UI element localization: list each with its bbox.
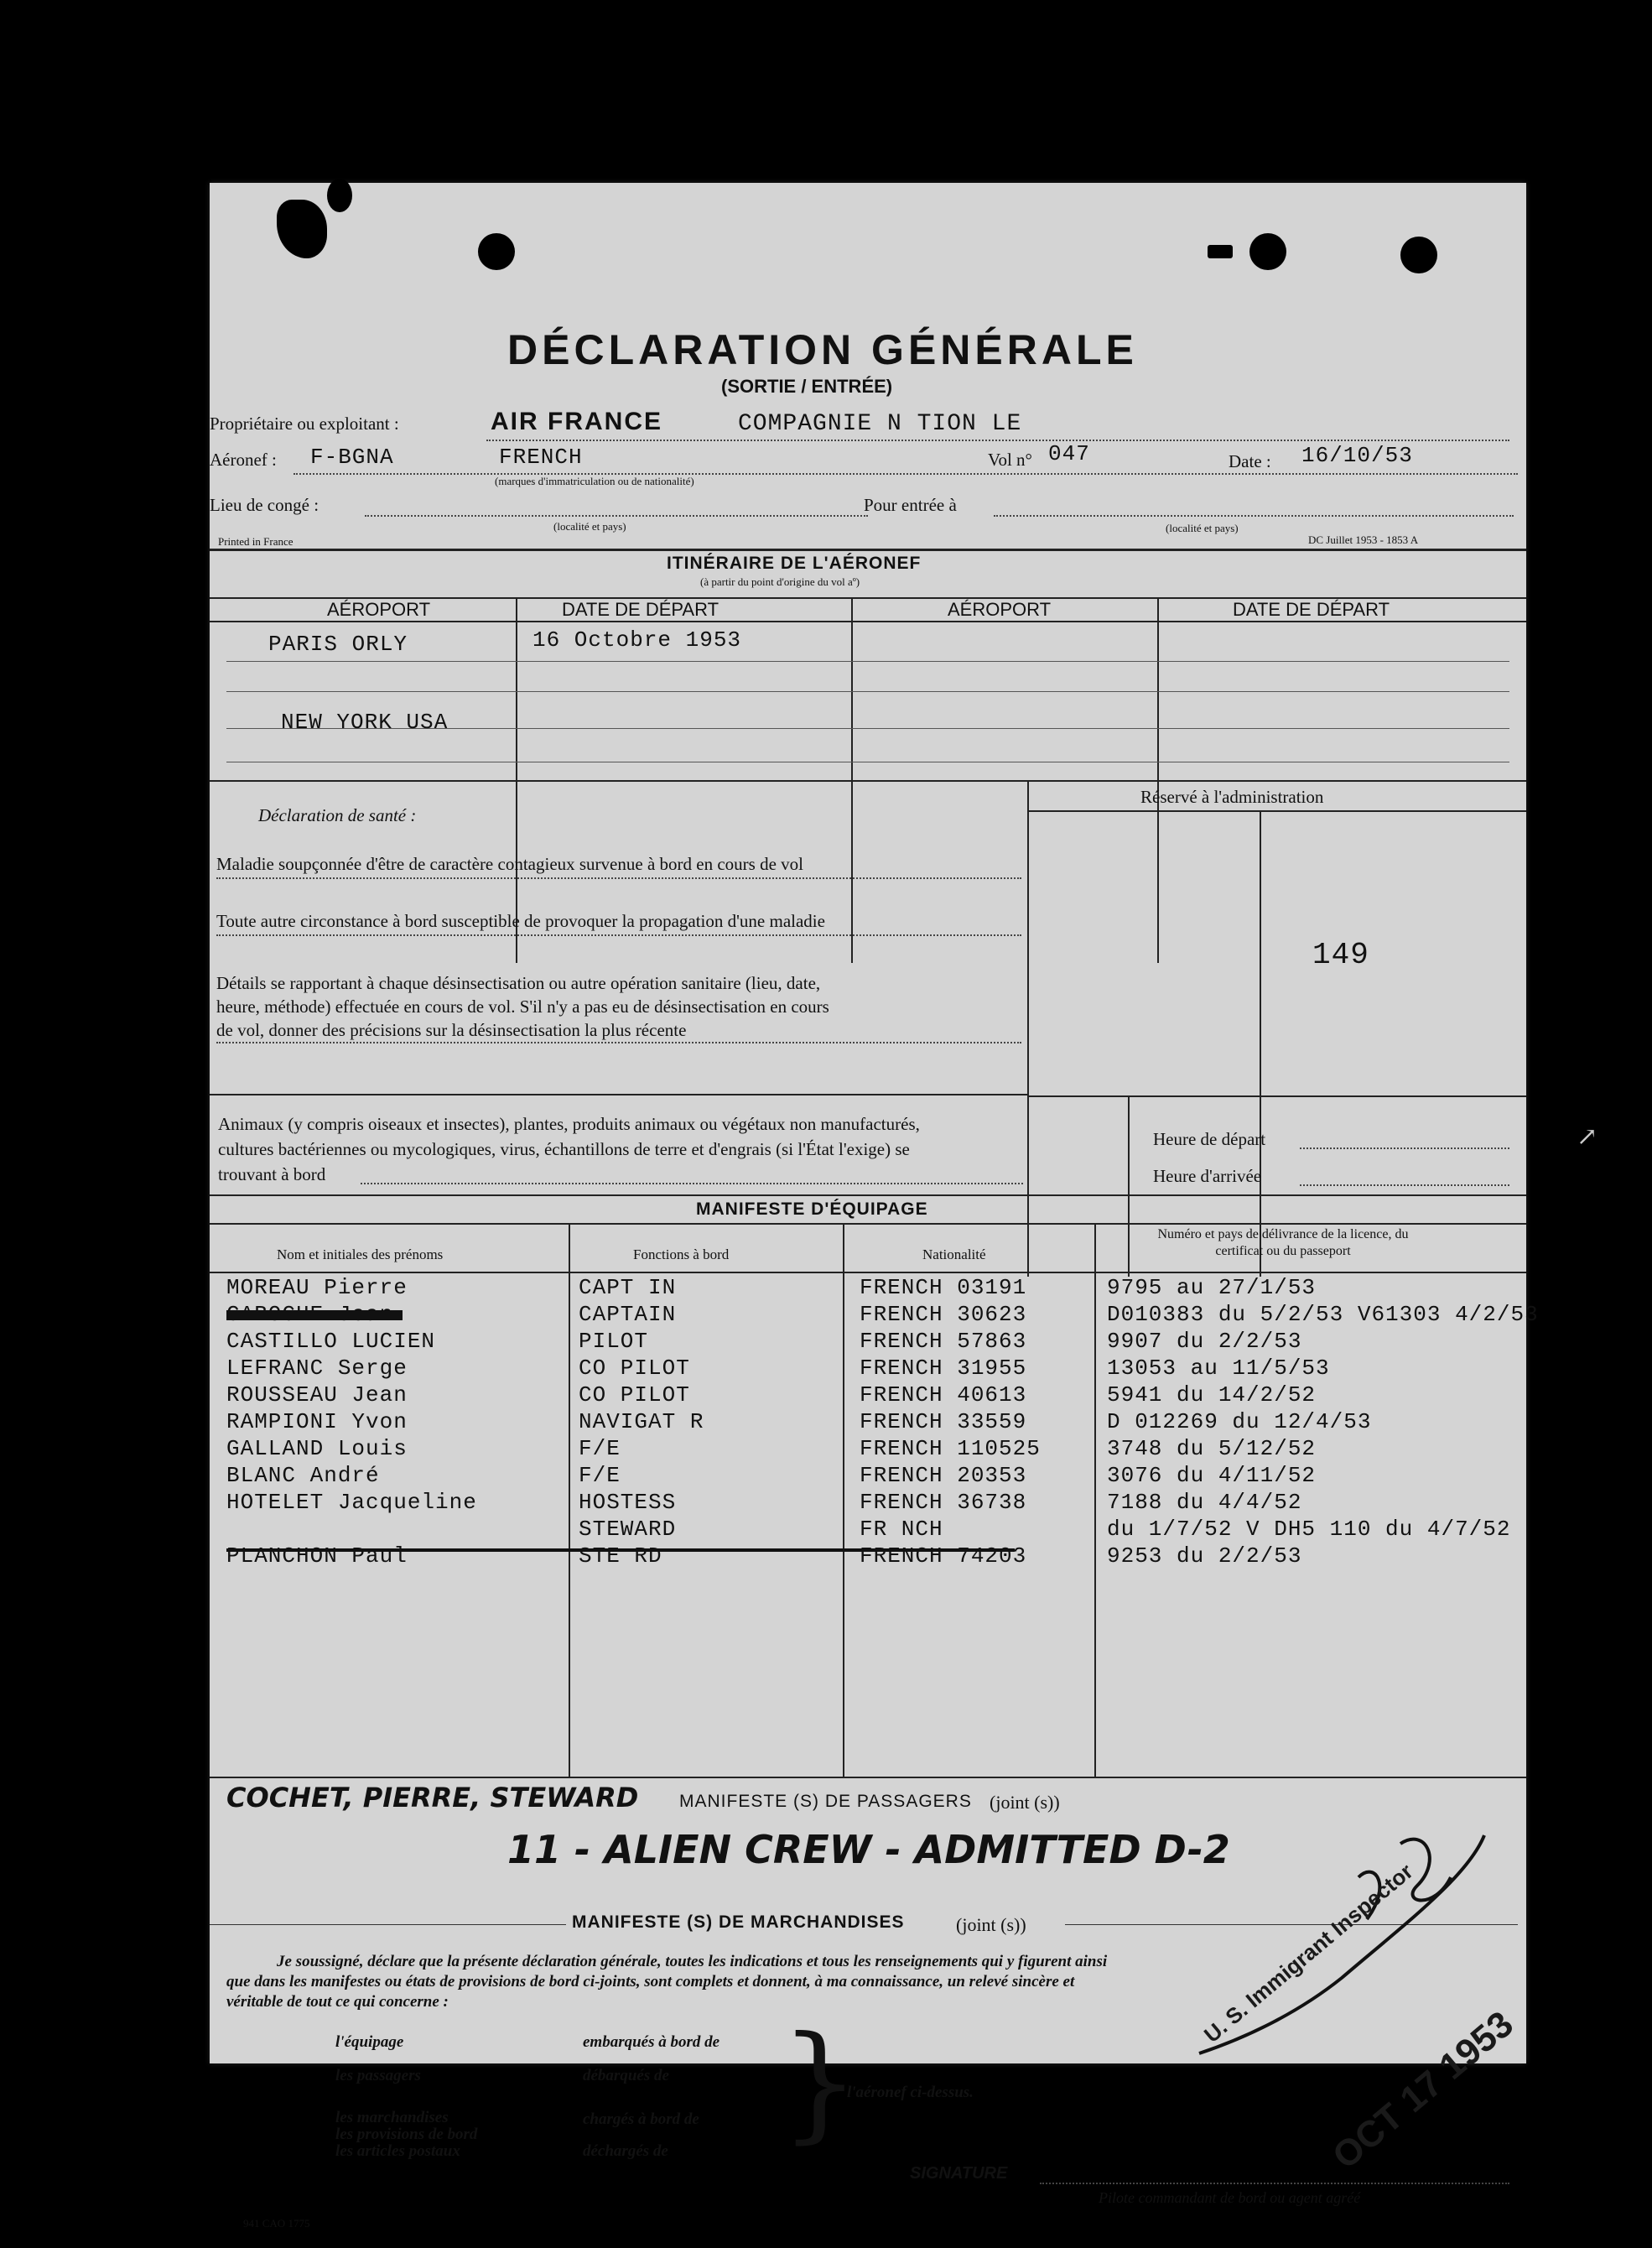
- health-line-2: Toute autre circonstance à bord susceptible de provoquer la propagation d'une maladie: [216, 911, 825, 931]
- crew-cell-name: GALLAND Louis: [226, 1436, 408, 1461]
- animals-line-3: trouvant à bord: [218, 1164, 326, 1184]
- animals-line-1: Animaux (y compris oiseaux et insectes), plantes, produits animaux ou végétaux non manufacturés,: [218, 1114, 920, 1134]
- crew-cell-license: 9253 du 2/2/53: [1107, 1543, 1302, 1569]
- crew-title: MANIFESTE D'ÉQUIPAGE: [696, 1199, 928, 1219]
- crew-cell-license: D010383 du 5/2/53 V61303 4/2/53: [1107, 1302, 1539, 1327]
- decl-unloaded: déchargés de: [583, 2142, 668, 2160]
- passengers-title: MANIFESTE (S) DE PASSAGERS: [679, 1792, 972, 1811]
- brace-icon: }: [780, 2010, 860, 2156]
- itinerary-date: 16 Octobre 1953: [532, 627, 742, 653]
- header-divider: [210, 549, 1526, 551]
- crew-cell-nationality: FRENCH 31955: [860, 1356, 1027, 1381]
- crew-cell-name: RAMPIONI Yvon: [226, 1409, 408, 1434]
- clearance-label: Lieu de congé :: [210, 495, 319, 515]
- admin-box-top: [1027, 810, 1526, 812]
- crew-cell-name: HOTELET Jacqueline: [226, 1490, 477, 1515]
- crew-cell-nationality: FRENCH 57863: [860, 1329, 1027, 1354]
- goods-title: MANIFESTE (S) DE MARCHANDISES: [572, 1912, 905, 1932]
- health-line-3-rule: [216, 1042, 1021, 1043]
- crew-cell-function: PILOT: [579, 1329, 649, 1354]
- animals-line-2: cultures bactériennes ou mycologiques, virus, échantillons de terre et d'engrais (si l'État l'exige) se: [218, 1139, 910, 1159]
- crew-title-bottom: [210, 1223, 1526, 1225]
- health-line-3a: Détails se rapportant à chaque désinsectisation ou autre opération sanitaire (lieu, date,: [216, 973, 821, 993]
- crew-col-license: Numéro et pays de délivrance de la licence, du certificat ou du passeport: [1157, 1227, 1409, 1258]
- crew-cell-license: 3076 du 4/11/52: [1107, 1463, 1317, 1488]
- decl-disembarked: débarqués de: [583, 2067, 669, 2084]
- owner-line: [486, 440, 1509, 441]
- crew-col-sep: [1094, 1223, 1096, 1777]
- crew-cell-function: F/E: [579, 1463, 621, 1488]
- passengers-joint: (joint (s)): [990, 1792, 1060, 1813]
- aircraft-line: [294, 473, 1518, 475]
- itinerary-col-airport-2: AÉROPORT: [948, 599, 1052, 620]
- decl-passengers: les passagers: [335, 2067, 421, 2084]
- punch-hole: [1208, 245, 1233, 258]
- crew-cell-name: BLANC André: [226, 1463, 380, 1488]
- itinerary-row-line: [226, 661, 1509, 662]
- crew-cell-nationality: FRENCH 36738: [860, 1490, 1027, 1515]
- admin-label: Réservé à l'administration: [1140, 787, 1324, 807]
- crew-col-nationality: Nationalité: [922, 1246, 986, 1262]
- admin-box-left: [1027, 780, 1029, 1277]
- crew-cell-nationality: FRENCH 40613: [860, 1382, 1027, 1408]
- crew-cell-function: STEWARD: [579, 1517, 677, 1542]
- goods-joint: (joint (s)): [956, 1914, 1026, 1935]
- clearance-line: [365, 515, 868, 517]
- strike-mark: [226, 1310, 403, 1320]
- decl-provisions: les provisions de bord: [335, 2126, 478, 2143]
- locality-note-2: (localité et pays): [1166, 522, 1239, 534]
- decl-loaded: chargés à bord de: [583, 2110, 699, 2128]
- flight-label: Vol n°: [988, 450, 1032, 470]
- crew-cell-nationality: FRENCH 30623: [860, 1302, 1027, 1327]
- crew-col-name: Nom et initiales des prénoms: [277, 1246, 444, 1262]
- itinerary-col-date-1: DATE DE DÉPART: [562, 599, 720, 620]
- owner-label: Propriétaire ou exploitant :: [210, 414, 399, 434]
- departure-time-rule: [1300, 1147, 1509, 1149]
- form-code: DC Juillet 1953 - 1853 A: [1308, 533, 1419, 546]
- owner-value: AIR FRANCE: [491, 408, 662, 435]
- aircraft-note: (marques d'immatriculation ou de nationalité): [495, 475, 694, 487]
- crew-cell-nationality: FRENCH 33559: [860, 1409, 1027, 1434]
- owner-value-typed: COMPAGNIE N TION LE: [738, 411, 1022, 437]
- punch-hole: [1400, 237, 1437, 273]
- crew-cell-function: CO PILOT: [579, 1356, 690, 1381]
- entry-line: [994, 515, 1514, 517]
- crew-cell-function: HOSTESS: [579, 1490, 677, 1515]
- animals-bottom: [210, 1194, 1526, 1196]
- crew-cell-name: ROUSSEAU Jean: [226, 1382, 408, 1408]
- arrival-time-rule: [1300, 1184, 1509, 1186]
- crew-cell-nationality: FRENCH 03191: [860, 1275, 1027, 1300]
- crew-header-bottom: [210, 1272, 1526, 1273]
- flight-value: 047: [1048, 441, 1090, 466]
- itinerary-bottom: [210, 780, 1526, 782]
- admin-box-mid: [1260, 812, 1261, 1277]
- crew-cell-function: CO PILOT: [579, 1382, 690, 1408]
- crew-cell-nationality: FR NCH: [860, 1517, 943, 1542]
- crew-cell-name: MOREAU Pierre: [226, 1275, 408, 1300]
- crew-cell-license: 5941 du 14/2/52: [1107, 1382, 1317, 1408]
- entry-label: Pour entrée à: [864, 495, 957, 515]
- crew-cell-license: 9907 du 2/2/53: [1107, 1329, 1302, 1354]
- crew-col-function: Fonctions à bord: [633, 1246, 730, 1262]
- health-line-1: Maladie soupçonnée d'être de caractère contagieux survenue à bord en cours de vol: [216, 854, 803, 874]
- crew-cell-license: 7188 du 4/4/52: [1107, 1490, 1302, 1515]
- itinerary-subtitle: (à partir du point d'origine du vol aº): [700, 575, 860, 588]
- signer-role: Pilote commandant de bord ou agent agréé: [1099, 2189, 1361, 2206]
- declaration-text-2: que dans les manifestes ou états de provisions de bord ci-joints, sont complets et donnent, à ma connaissance, un relevé sincère et: [226, 1973, 1075, 1990]
- decl-postal: les articles postaux: [335, 2142, 460, 2160]
- footer-code: 941 CAO 1775: [243, 2217, 310, 2230]
- declaration-text-1: Je soussigné, déclare que la présente déclaration générale, toutes les indications et tous les renseignements qui y figurent ainsi: [277, 1953, 1108, 1970]
- immigration-stamp-date: OCT 17 1953: [1325, 2003, 1521, 2178]
- date-label: Date :: [1229, 451, 1271, 471]
- itinerary-header-bottom: [210, 621, 1526, 622]
- health-line-2-rule: [216, 934, 1021, 936]
- decl-embarked: embarqués à bord de: [583, 2033, 720, 2051]
- punch-hole: [327, 179, 352, 212]
- page-title: DÉCLARATION GÉNÉRALE: [507, 326, 1138, 373]
- goods-rule-left: [210, 1924, 566, 1925]
- decl-aircraft-above: l'aéronef ci-dessus.: [847, 2084, 974, 2101]
- itinerary-airport: PARIS ORLY: [268, 632, 408, 657]
- crew-col-sep: [569, 1223, 570, 1777]
- decl-goods: les marchandises: [335, 2109, 449, 2126]
- arrival-time-label: Heure d'arrivée: [1153, 1166, 1262, 1186]
- signature-label: SIGNATURE: [910, 2164, 1008, 2183]
- admin-number: 149: [1312, 938, 1369, 972]
- health-title: Déclaration de santé :: [258, 805, 417, 825]
- crew-cell-function: CAPTAIN: [579, 1302, 677, 1327]
- declaration-text-3: véritable de tout ce qui concerne :: [226, 1993, 449, 2011]
- punch-hole: [277, 200, 327, 258]
- crew-cell-name: CABOCHE Jean: [226, 1302, 394, 1327]
- crew-cell-license: du 1/7/52 V DH5 110 du 4/7/52: [1107, 1517, 1511, 1542]
- health-bottom: [210, 1094, 1027, 1095]
- crew-col-sep: [843, 1223, 844, 1777]
- decl-crew: l'équipage: [335, 2033, 404, 2051]
- aircraft-reg: F-BGNA: [310, 445, 394, 470]
- handwritten-admission-note: 11 - ALIEN CREW - ADMITTED D-2: [507, 1827, 1230, 1872]
- crew-cell-function: NAVIGAT R: [579, 1409, 704, 1434]
- crew-cell-name: CASTILLO LUCIEN: [226, 1329, 436, 1354]
- handwritten-crew-addition: COCHET, PIERRE, STEWARD: [226, 1782, 639, 1813]
- crew-cell-license: D 012269 du 12/4/53: [1107, 1409, 1372, 1434]
- aircraft-label: Aéronef :: [210, 450, 277, 470]
- punch-hole: [478, 233, 515, 270]
- crew-cell-nationality: FRENCH 74203: [860, 1543, 1027, 1569]
- health-line-3c: de vol, donner des précisions sur la désinsectisation la plus récente: [216, 1020, 687, 1040]
- health-line-1-rule: [216, 877, 1021, 879]
- aircraft-nat: FRENCH: [499, 445, 583, 470]
- crew-cell-nationality: FRENCH 20353: [860, 1463, 1027, 1488]
- itinerary-title: ITINÉRAIRE DE L'AÉRONEF: [667, 554, 922, 573]
- crew-cell-nationality: FRENCH 110525: [860, 1436, 1041, 1461]
- animals-rule: [361, 1183, 1023, 1184]
- crew-cell-function: STE RD: [579, 1543, 662, 1569]
- signature-line: [1040, 2183, 1509, 2184]
- crew-cell-license: 3748 du 5/12/52: [1107, 1436, 1317, 1461]
- date-value: 16/10/53: [1301, 443, 1413, 468]
- page-subtitle: (SORTIE / ENTRÉE): [721, 376, 893, 397]
- itinerary-airport: NEW YORK USA: [281, 710, 449, 735]
- immigration-stamp-text: U. S. Immigrant Inspector: [1199, 1858, 1418, 2048]
- crew-cell-license: 9795 au 27/1/53: [1107, 1275, 1317, 1300]
- itinerary-col-airport-1: AÉROPORT: [327, 599, 431, 620]
- crew-cell-function: F/E: [579, 1436, 621, 1461]
- document-sheet: [210, 183, 1598, 2230]
- itinerary-col-date-2: DATE DE DÉPART: [1233, 599, 1390, 620]
- crew-cell-name: PLANCHON Paul: [226, 1543, 408, 1569]
- punch-hole: [1249, 233, 1286, 270]
- departure-time-label: Heure de départ: [1153, 1129, 1266, 1149]
- locality-note-1: (localité et pays): [553, 520, 626, 533]
- crew-bottom: [210, 1777, 1526, 1778]
- itinerary-row-line: [226, 691, 1509, 692]
- crew-cell-name: LEFRANC Serge: [226, 1356, 408, 1381]
- margin-mark: ↗: [1577, 1123, 1598, 1151]
- printed-note: Printed in France: [218, 535, 294, 548]
- animals-sep: [1128, 1097, 1130, 1277]
- crew-cell-license: 13053 au 11/5/53: [1107, 1356, 1330, 1381]
- crew-cell-function: CAPT IN: [579, 1275, 677, 1300]
- times-top: [1027, 1095, 1526, 1097]
- strike-mark: [226, 1548, 1015, 1552]
- health-line-3b: heure, méthode) effectuée en cours de vol. S'il n'y a pas eu de désinsectisation en cours: [216, 997, 829, 1017]
